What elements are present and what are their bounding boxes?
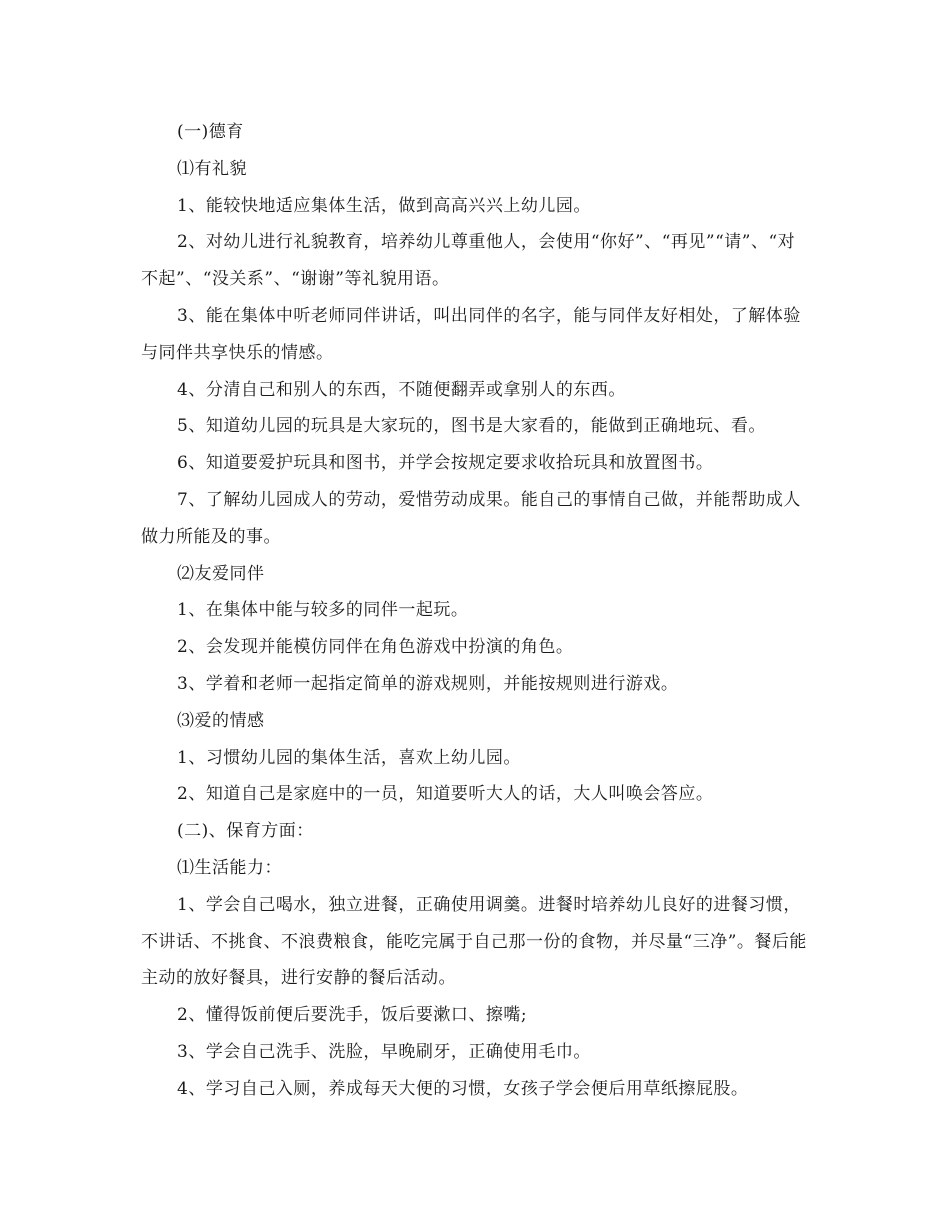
list-item: 1、习惯幼儿园的集体生活，喜欢上幼儿园。 (177, 747, 521, 768)
list-item: 4、分清自己和别人的东西，不随便翻弄或拿别人的东西。 (177, 379, 626, 400)
list-item: 6、知道要爱护玩具和图书，并学会按规定要求收拾玩具和放置图书。 (177, 453, 714, 474)
list-item: 1、能较快地适应集体生活，做到高高兴兴上幼儿园。 (177, 195, 591, 216)
list-item: 2、知道自己是家庭中的一员，知道要听大人的话，大人叫唤会答应。 (177, 784, 714, 805)
subheading-life-skills: ⑴生活能力： (177, 857, 282, 878)
list-item: 3、学着和老师一起指定简单的游戏规则，并能按规则进行游戏。 (177, 673, 679, 694)
subheading-politeness: ⑴有礼貌 (177, 158, 247, 179)
list-item: 1、学会自己喝水，独立进餐，正确使用调羹。进餐时培养幼儿良好的进餐习惯，不讲话、不挑食、不浪费粮食，能吃完属于自己那一份的食物，并尽量“三净”。餐后能主动的放好餐具，进行安静的餐后活动。 (141, 894, 807, 989)
list-item: 4、学习自己入厕，养成每天大便的习惯，女孩子学会便后用草纸擦屁股。 (177, 1078, 749, 1099)
list-item: 2、对幼儿进行礼貌教育，培养幼儿尊重他人，会使用“你好”、“再见”“请”、“对不起”、“没关系”、“谢谢”等礼貌用语。 (141, 232, 796, 290)
list-item: 1、在集体中能与较多的同伴一起玩。 (177, 600, 469, 621)
list-item: 7、了解幼儿园成人的劳动，爱惜劳动成果。能自己的事情自己做，并能帮助成人做力所能及的事。 (141, 489, 801, 547)
list-item: 3、学会自己洗手、洗脸，早晚刷牙，正确使用毛巾。 (177, 1041, 591, 1062)
list-item: 2、会发现并能模仿同伴在角色游戏中扮演的角色。 (177, 637, 574, 658)
section-heading-moral: (一)德育 (177, 122, 244, 142)
document-body (141, 114, 811, 1108)
subheading-friendship: ⑵友爱同伴 (177, 563, 265, 584)
section-heading-care: (二)、保育方面： (177, 821, 314, 842)
list-item: 3、能在集体中听老师同伴讲话，叫出同伴的名字，能与同伴友好相处，了解体验与同伴共享快乐的情感。 (141, 305, 801, 363)
list-item: 2、懂得饭前便后要洗手，饭后要漱口、擦嘴; (177, 1005, 528, 1026)
list-item: 5、知道幼儿园的玩具是大家玩的，图书是大家看的，能做到正确地玩、看。 (177, 416, 766, 437)
subheading-love: ⑶爱的情感 (177, 710, 265, 731)
